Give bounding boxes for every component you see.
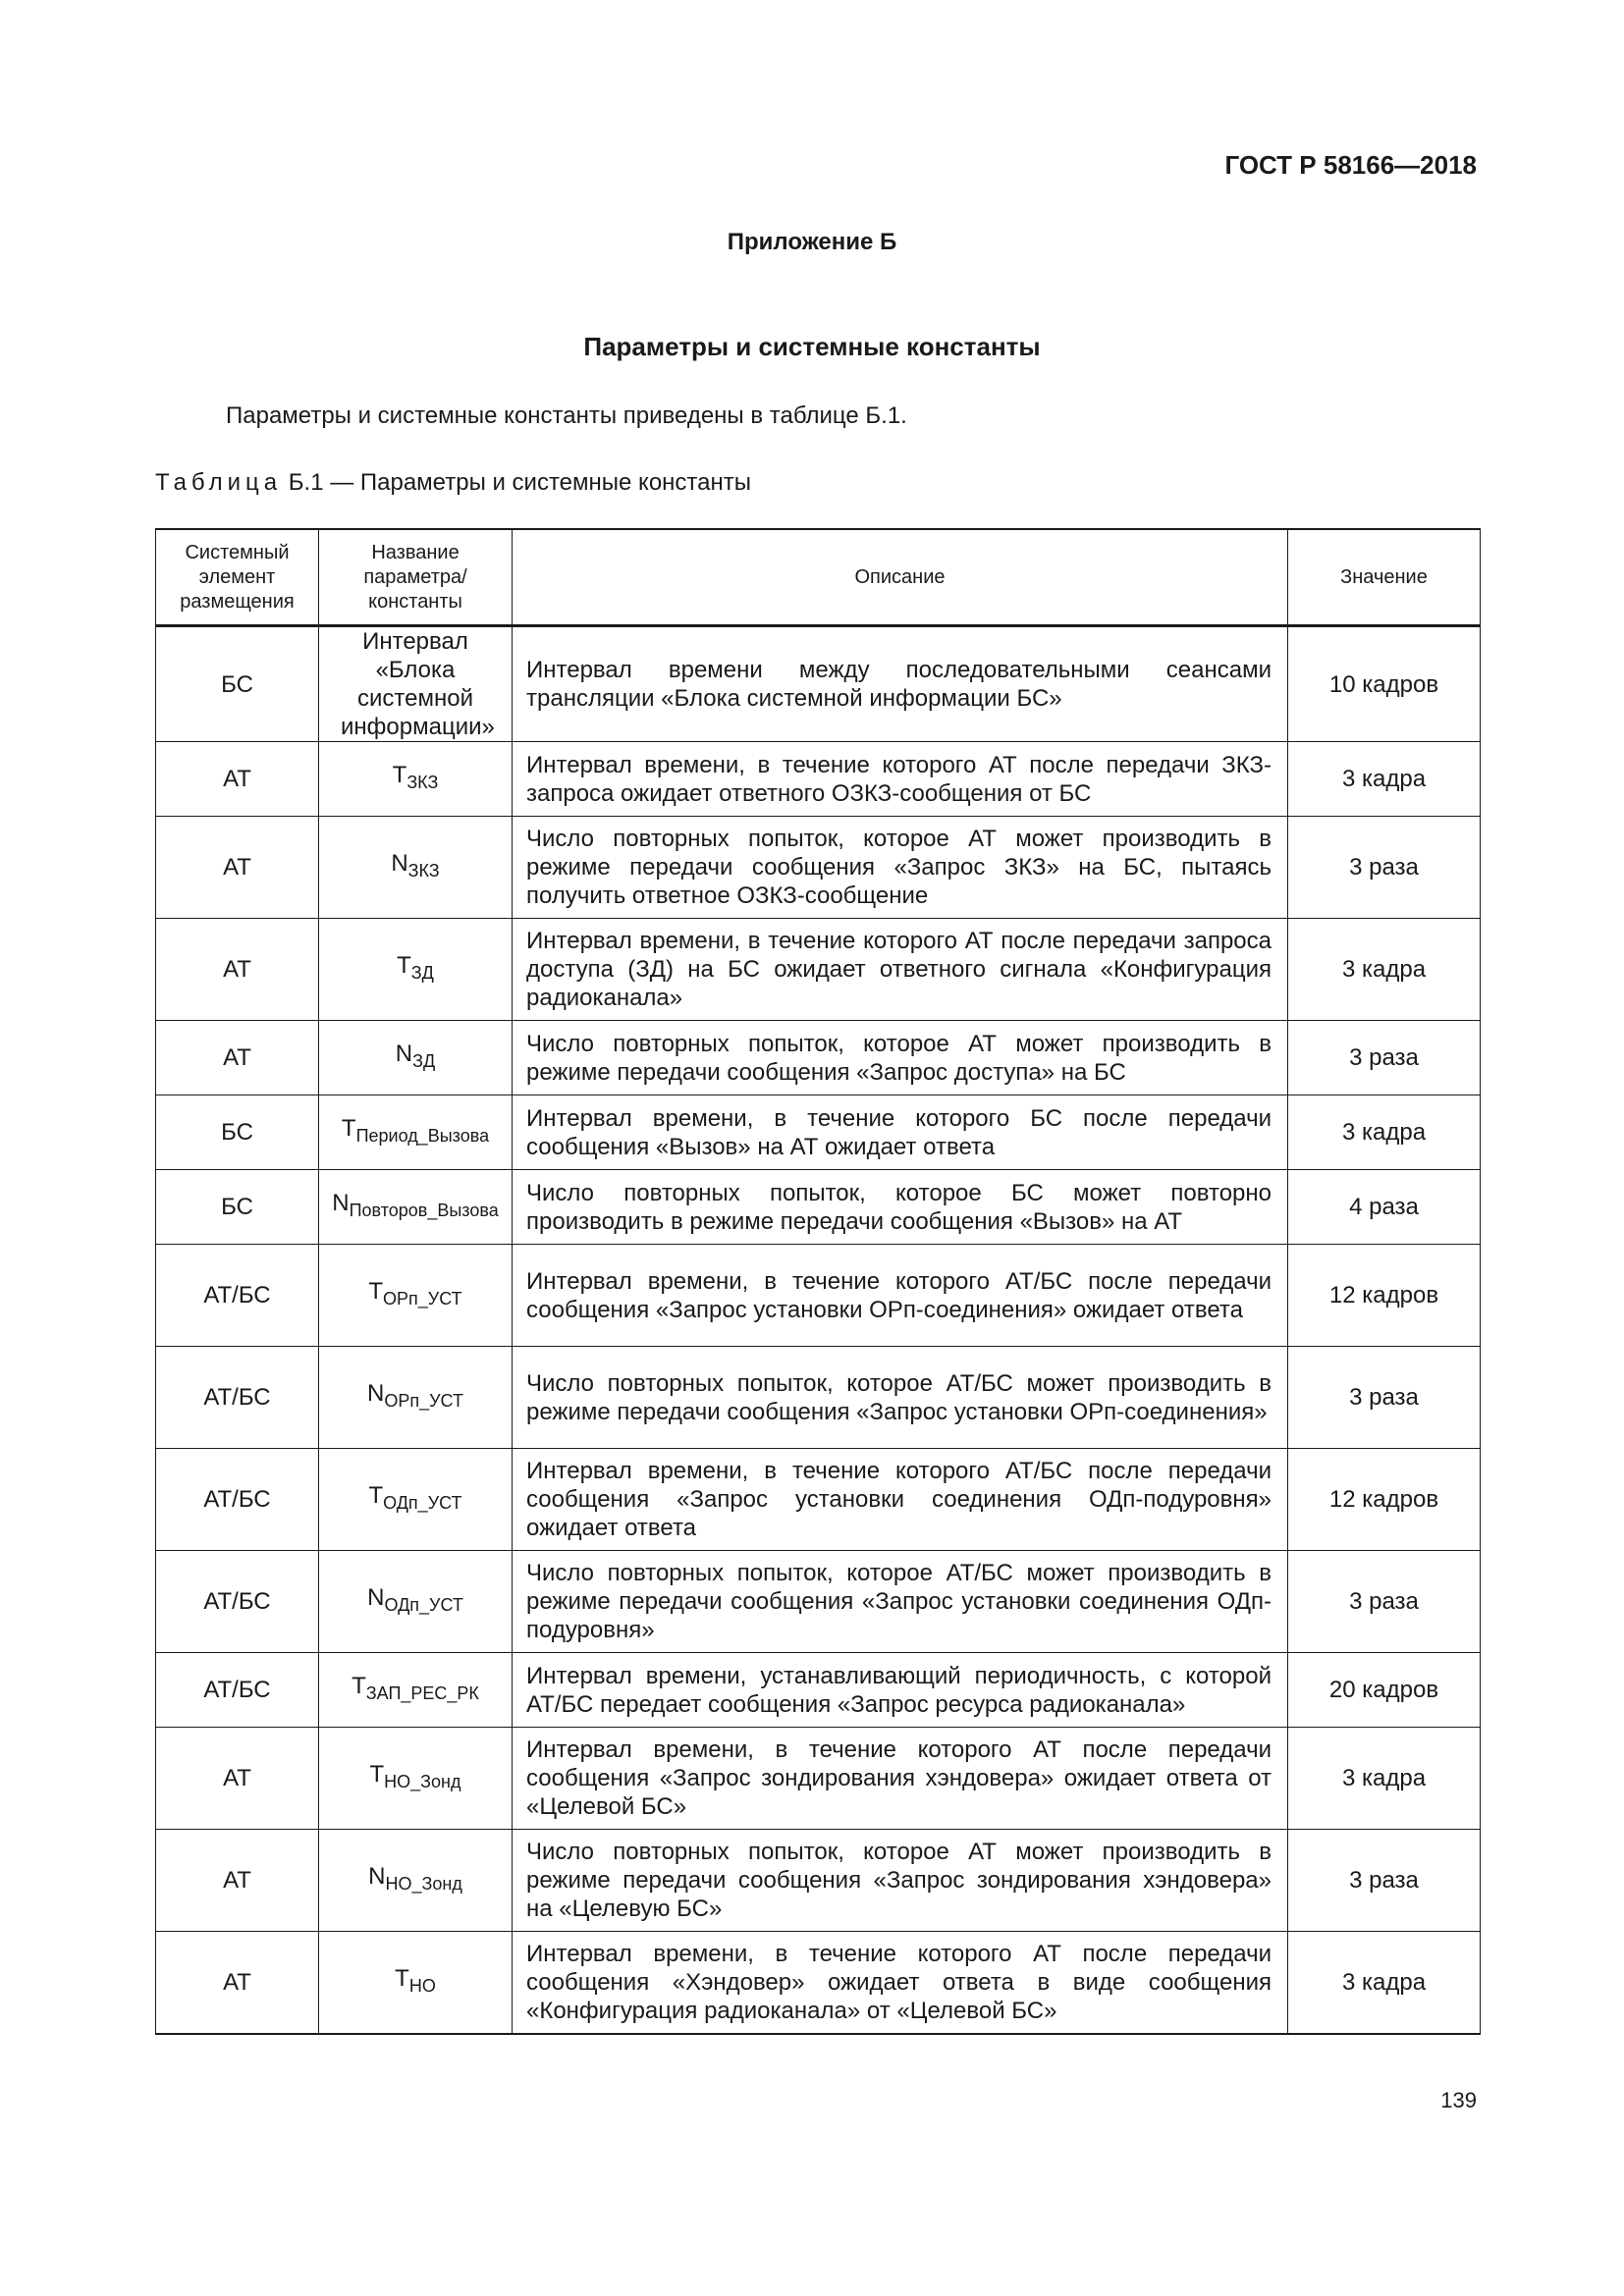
parameter-symbol — [352, 1673, 479, 1703]
cell-description: Число повторных попыток, которое БС может повторно производить в режиме передачи сообщения «Вызов» на АТ — [513, 1170, 1288, 1245]
cell-value: 3 раза — [1288, 1551, 1481, 1653]
column-header-name: Название параметра/ константы — [319, 529, 513, 626]
cell-description: Интервал времени, в течение которого АТ после передачи запроса доступа (ЗД) на БС ожидает ответного сигнала «Конфигурация радиоканала» — [513, 919, 1288, 1021]
parameter-symbol-subscript: Период_Вызова — [355, 1126, 490, 1146]
parameter-symbol — [368, 1278, 462, 1308]
cell-value: 3 кадра — [1288, 1932, 1481, 2034]
parameter-symbol-subscript: ОДп_УСТ — [383, 1493, 462, 1513]
cell-element: АТ/БС — [156, 1245, 319, 1347]
parameter-symbol-subscript: ОРп_УСТ — [383, 1289, 462, 1308]
table-header-row — [156, 529, 1481, 626]
parameter-symbol-subscript: НО_Зонд — [384, 1772, 461, 1791]
cell-element: БС — [156, 626, 319, 742]
cell-value: 3 кадра — [1288, 1728, 1481, 1830]
table-row — [156, 1347, 1481, 1449]
page-number: 139 — [1440, 2088, 1477, 2112]
cell-value: 3 раза — [1288, 817, 1481, 919]
cell-value: 10 кадров — [1288, 626, 1481, 742]
parameter-symbol-letter: T — [395, 1964, 409, 1992]
cell-element: АТ/БС — [156, 1347, 319, 1449]
parameter-symbol-letter: N — [367, 1380, 385, 1407]
cell-parameter-name — [319, 1551, 513, 1653]
cell-description: Интервал времени, в течение которого АТ/БС после передачи сообщения «Запрос установки соединения ОДп-подуровня» ожидает ответа — [513, 1449, 1288, 1551]
cell-parameter-name — [319, 742, 513, 817]
cell-description: Интервал времени, в течение которого БС после передачи сообщения «Вызов» на АТ ожидает ответа — [513, 1095, 1288, 1170]
parameter-symbol-letter: N — [391, 850, 408, 877]
parameter-symbol — [395, 1041, 436, 1071]
cell-description: Интервал времени, в течение которого АТ после передачи сообщения «Запрос зондирования хэндовера» ожидает ответа от «Целевой БС» — [513, 1728, 1288, 1830]
parameter-symbol-subscript: ЗКЗ — [406, 773, 439, 792]
cell-value: 4 раза — [1288, 1170, 1481, 1245]
cell-parameter-name — [319, 1653, 513, 1728]
table-row — [156, 817, 1481, 919]
cell-parameter-name — [319, 1932, 513, 2034]
cell-description: Число повторных попыток, которое АТ/БС может производить в режиме передачи сообщения «Запрос установки соединения ОДп-подуровня» — [513, 1551, 1288, 1653]
parameter-symbol-letter: N — [395, 1041, 413, 1067]
cell-parameter-name — [319, 1021, 513, 1095]
cell-element: БС — [156, 1095, 319, 1170]
parameter-symbol-subscript: НО_Зонд — [385, 1874, 462, 1894]
parameter-symbol — [368, 1482, 462, 1513]
parameter-symbol — [369, 1761, 461, 1791]
table-row — [156, 1551, 1481, 1653]
table-row — [156, 1245, 1481, 1347]
cell-description: Число повторных попыток, которое АТ/БС может производить в режиме передачи сообщения «Запрос установки ОРп-соединения» — [513, 1347, 1288, 1449]
parameter-symbol-letter: T — [341, 1115, 356, 1142]
cell-value: 3 кадра — [1288, 919, 1481, 1021]
section-title: Параметры и системные константы — [583, 332, 1041, 361]
cell-element: АТ — [156, 742, 319, 817]
table-row — [156, 1932, 1481, 2034]
cell-value: 3 кадра — [1288, 742, 1481, 817]
cell-element: АТ — [156, 817, 319, 919]
table-row — [156, 626, 1481, 742]
cell-parameter-name — [319, 626, 513, 742]
parameter-symbol-subscript: ОРп_УСТ — [384, 1391, 463, 1411]
table-row — [156, 919, 1481, 1021]
column-header-element: Системный элемент размещения — [156, 529, 319, 626]
parameter-symbol-subscript: ЗКЗ — [407, 861, 440, 881]
parameter-symbol-letter: N — [368, 1863, 386, 1890]
table-row — [156, 1830, 1481, 1932]
cell-element: АТ — [156, 1021, 319, 1095]
parameter-symbol — [367, 1584, 463, 1615]
table-row — [156, 1170, 1481, 1245]
parameter-symbol — [397, 952, 434, 983]
parameter-symbol — [395, 1964, 436, 1996]
cell-parameter-name — [319, 1095, 513, 1170]
parameter-symbol-letter: N — [332, 1190, 350, 1216]
parameter-symbol-letter: T — [368, 1482, 384, 1509]
parameters-table — [155, 528, 1481, 2035]
cell-parameter-name — [319, 817, 513, 919]
cell-description: Интервал времени, устанавливающий периодичность, с которой АТ/БС передает сообщения «Запрос ресурса радиоканала» — [513, 1653, 1288, 1728]
parameter-symbol-subscript: НО — [408, 1975, 436, 1996]
table-caption — [155, 469, 751, 497]
cell-description: Интервал времени, в течение которого АТ после передачи сообщения «Хэндовер» ожидает ответа в виде сообщения «Конфигурация радиоканала» от «Целевой БС» — [513, 1932, 1288, 2034]
table-row — [156, 1449, 1481, 1551]
cell-description: Интервал времени между последовательными сеансами трансляции «Блока системной информации БС» — [513, 626, 1288, 742]
parameter-symbol-letter: T — [392, 762, 407, 788]
parameter-symbol — [341, 1115, 490, 1146]
table-row — [156, 1728, 1481, 1830]
table-row — [156, 1095, 1481, 1170]
cell-element: АТ — [156, 1932, 319, 2034]
cell-description: Интервал времени, в течение которого АТ после передачи ЗКЗ-запроса ожидает ответного ОЗКЗ-сообщения от БС — [513, 742, 1288, 817]
parameter-symbol-subscript: Повторов_Вызова — [349, 1201, 499, 1220]
table-row — [156, 1653, 1481, 1728]
parameter-symbol — [368, 1863, 462, 1894]
cell-element: АТ — [156, 919, 319, 1021]
cell-parameter-name — [319, 1830, 513, 1932]
table-caption-label: Таблица — [155, 469, 283, 496]
cell-element: АТ — [156, 1728, 319, 1830]
cell-description: Интервал времени, в течение которого АТ/БС после передачи сообщения «Запрос установки ОРп-соединения» ожидает ответа — [513, 1245, 1288, 1347]
cell-value: 3 раза — [1288, 1021, 1481, 1095]
intro-paragraph: Параметры и системные константы приведены в таблице Б.1. — [226, 402, 907, 429]
cell-element: БС — [156, 1170, 319, 1245]
standard-code: ГОСТ Р 58166—2018 — [1224, 150, 1477, 180]
table-row — [156, 1021, 1481, 1095]
cell-value: 3 кадра — [1288, 1095, 1481, 1170]
parameter-symbol — [332, 1190, 499, 1220]
cell-parameter-name — [319, 1449, 513, 1551]
cell-element: АТ/БС — [156, 1653, 319, 1728]
parameter-symbol-letter: T — [368, 1278, 384, 1305]
cell-value: 3 раза — [1288, 1347, 1481, 1449]
table-caption-text: Б.1 — Параметры и системные константы — [282, 469, 751, 496]
annex-label: Приложение Б — [727, 229, 897, 255]
cell-parameter-name — [319, 1170, 513, 1245]
cell-description: Число повторных попыток, которое АТ может производить в режиме передачи сообщения «Запрос зондирования хэндовера» на «Целевую БС» — [513, 1830, 1288, 1932]
parameter-symbol — [392, 762, 439, 792]
table-row — [156, 742, 1481, 817]
cell-element: АТ/БС — [156, 1449, 319, 1551]
parameter-symbol-subscript: ЗД — [412, 1051, 436, 1071]
parameter-symbol-subscript: ОДп_УСТ — [384, 1595, 463, 1615]
cell-value: 12 кадров — [1288, 1245, 1481, 1347]
parameter-symbol — [367, 1380, 463, 1411]
parameter-symbol-letter: T — [369, 1761, 385, 1788]
cell-parameter-name — [319, 1728, 513, 1830]
parameter-symbol-subscript: ЗАП_РЕС_РК — [365, 1683, 479, 1703]
parameter-symbol-letter: T — [352, 1673, 366, 1699]
cell-parameter-name — [319, 1347, 513, 1449]
cell-parameter-name — [319, 919, 513, 1021]
parameter-symbol — [391, 850, 440, 881]
cell-element: АТ — [156, 1830, 319, 1932]
parameter-symbol-subscript: ЗД — [410, 963, 434, 983]
column-header-value: Значение — [1288, 529, 1481, 626]
cell-value: 12 кадров — [1288, 1449, 1481, 1551]
cell-description: Число повторных попыток, которое АТ может производить в режиме передачи сообщения «Запрос ЗКЗ» на БС, пытаясь получить ответное ОЗКЗ-сообщение — [513, 817, 1288, 919]
cell-value: 3 раза — [1288, 1830, 1481, 1932]
parameter-symbol-letter: T — [397, 952, 411, 979]
cell-description: Число повторных попыток, которое АТ может производить в режиме передачи сообщения «Запрос доступа» на БС — [513, 1021, 1288, 1095]
column-header-description: Описание — [513, 529, 1288, 626]
cell-element: АТ/БС — [156, 1551, 319, 1653]
cell-value: 20 кадров — [1288, 1653, 1481, 1728]
parameter-name-text: Интервал «Блока системной информации» — [341, 628, 495, 740]
cell-parameter-name — [319, 1245, 513, 1347]
parameter-symbol-letter: N — [367, 1584, 385, 1611]
